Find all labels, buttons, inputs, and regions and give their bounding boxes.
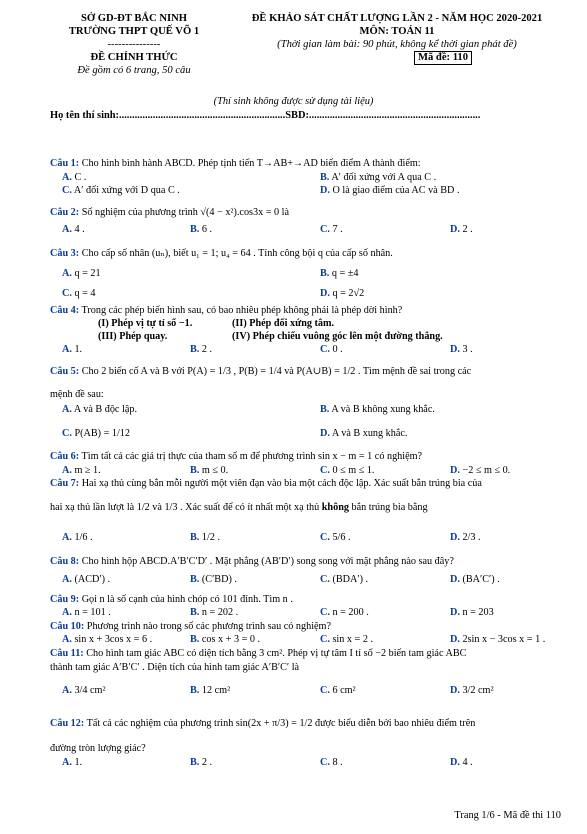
option-letter: C. — [62, 185, 72, 196]
option-letter: B. — [190, 685, 200, 696]
option-letter: D. — [450, 634, 460, 645]
q7-option-d[interactable] — [450, 532, 481, 545]
option-letter: A. — [62, 757, 72, 768]
question-12-cont: đường tròn lượng giác? — [50, 743, 146, 754]
q6-option-c[interactable] — [320, 465, 374, 478]
q7-option-a[interactable] — [62, 532, 93, 545]
option-text: 3 . — [462, 344, 473, 355]
q10-option-a[interactable] — [62, 634, 152, 647]
question-label: Câu 5: — [50, 366, 80, 377]
option-text: n = 202 . — [201, 607, 239, 618]
header-left — [34, 12, 234, 77]
question-label: Câu 11: — [50, 648, 84, 659]
question-label: Câu 7: — [50, 478, 80, 489]
question-text: Trong các phép biến hình sau, có bao nhiêu phép không phải là phép dời hình? — [79, 305, 403, 316]
question-1 — [50, 158, 421, 171]
option-letter: A. — [62, 634, 72, 645]
q9-option-d[interactable] — [450, 607, 494, 620]
q12-option-c[interactable] — [320, 757, 343, 770]
option-letter: A. — [62, 532, 72, 543]
question-label: Câu 3: — [50, 248, 80, 259]
question-text: Cho hình hộp ABCD.A′B′C′D′ . Mặt phẳng (AB′D′) song song với mặt phẳng nào sau đây? — [79, 556, 454, 567]
text-part: hai xạ thủ lần lượt là 1/2 và 1/3 . Xác suất để có ít nhất một xạ thủ — [50, 502, 322, 513]
q4-option-c[interactable] — [320, 344, 343, 357]
option-letter: C. — [320, 607, 330, 618]
option-text: 1. — [74, 344, 83, 355]
question-label: Câu 8: — [50, 556, 80, 567]
option-letter: B. — [190, 757, 200, 768]
question-label: Câu 1: — [50, 158, 80, 169]
option-letter: C. — [320, 344, 330, 355]
q11-option-d[interactable] — [450, 685, 494, 698]
option-letter: A. — [62, 344, 72, 355]
option-text: 6 . — [201, 224, 213, 235]
option-letter: D. — [450, 465, 460, 476]
option-letter: D. — [450, 607, 460, 618]
option-text: (ACD′) . — [74, 574, 111, 585]
option-text: 2/3 . — [462, 532, 481, 543]
option-letter: A. — [62, 685, 72, 696]
option-letter: D. — [450, 224, 460, 235]
question-6 — [50, 451, 422, 464]
option-text: 1. — [74, 757, 83, 768]
option-letter: D. — [450, 344, 460, 355]
option-letter: B. — [190, 465, 200, 476]
question-text: Cho hình bình hành ABCD. Phép tịnh tiến T→AB+→AD biến điểm A thành điểm: — [79, 158, 421, 169]
q10-option-d[interactable] — [450, 634, 545, 647]
question-label: Câu 4: — [50, 305, 80, 316]
option-letter: B. — [190, 532, 200, 543]
option-text: A′ đối xứng với D qua C . — [73, 185, 180, 196]
option-text: m ≥ 1. — [74, 465, 101, 476]
question-5 — [50, 366, 471, 379]
option-letter: C. — [320, 685, 330, 696]
option-text: A′ đối xứng với A qua C . — [331, 172, 437, 183]
header-right — [232, 12, 562, 65]
option-letter: B. — [320, 268, 330, 279]
q3-option-c[interactable] — [62, 288, 95, 301]
option-text: 3/4 cm² — [74, 685, 106, 696]
question-label: Câu 12: — [50, 718, 85, 729]
question-text: Gọi n là số cạnh của hình chóp có 101 đỉnh. Tìm n . — [79, 594, 293, 605]
option-text: 4 . — [74, 224, 85, 235]
q5-option-b[interactable] — [320, 404, 435, 417]
option-letter: B. — [190, 224, 200, 235]
option-text: sin x + 3cos x = 6 . — [74, 634, 153, 645]
q12-option-a[interactable] — [62, 757, 82, 770]
q9-option-b[interactable] — [190, 607, 238, 620]
q5-option-a[interactable] — [62, 404, 137, 417]
option-text: sin x = 2 . — [332, 634, 374, 645]
option-text: A và B độc lập. — [73, 404, 137, 415]
question-11 — [50, 648, 466, 661]
option-text: q = ±4 — [331, 268, 359, 279]
q12-option-b[interactable] — [190, 757, 212, 770]
question-text: Tìm tất cả các giá trị thực của tham số m để phương trình sin x − m = 1 có nghiệm? — [79, 451, 423, 462]
q1-option-b[interactable] — [320, 172, 436, 185]
option-text: 3/2 cm² — [462, 685, 494, 696]
option-letter: B. — [190, 634, 200, 645]
q11-option-a[interactable] — [62, 685, 106, 698]
question-5-cont: mệnh đề sau: — [50, 389, 104, 400]
option-letter: D. — [320, 185, 330, 196]
official-label: ĐỀ CHÍNH THỨC — [90, 52, 178, 63]
subject: MÔN: TOÁN 11 — [359, 26, 435, 37]
option-text: q = 2√2 — [332, 288, 365, 299]
question-7 — [50, 478, 482, 491]
question-text: Tất cả các nghiệm của phương trình sin(2x + π/3) = 1/2 được biểu diễn bởi bao nhiêu điểm trên — [84, 718, 476, 729]
option-letter: D. — [450, 574, 460, 585]
option-letter: A. — [62, 224, 72, 235]
option-letter: C. — [320, 574, 330, 585]
option-letter: A. — [62, 465, 72, 476]
option-text: (BA′C′) . — [462, 574, 500, 585]
option-text: q = 21 — [74, 268, 101, 279]
q8-option-c[interactable] — [320, 574, 368, 587]
q5-option-c[interactable] — [62, 428, 130, 441]
option-letter: C. — [320, 634, 330, 645]
time-limit: (Thời gian làm bài: 90 phút, không kể thời gian phát đề) — [277, 39, 517, 50]
q4-item-2: (II) Phép đối xứng tâm. — [232, 318, 335, 329]
q8-option-d[interactable] — [450, 574, 500, 587]
option-text: 12 cm² — [201, 685, 231, 696]
q11-option-b[interactable] — [190, 685, 230, 698]
option-text: m ≤ 0. — [201, 465, 229, 476]
q4-option-d[interactable] — [450, 344, 473, 357]
question-text: Cho cấp số nhân (uₙ), biết u₁ = 1; u₄ = 64 . Tính công bội q của cấp số nhân. — [79, 248, 393, 259]
option-letter: C. — [62, 428, 72, 439]
question-11-cont: thành tam giác A′B′C′ . Diện tích của hình tam giác A′B′C′ là — [50, 662, 300, 673]
option-text: 0 ≤ m ≤ 1. — [332, 465, 375, 476]
question-text: Hai xạ thủ cùng bắn mỗi người một viên đạn vào bia một cách độc lập. Xác suất bắn trúng bia của — [79, 478, 482, 489]
q3-option-a[interactable] — [62, 268, 101, 281]
option-text: n = 101 . — [74, 607, 111, 618]
q8-option-b[interactable] — [190, 574, 237, 587]
option-text: −2 ≤ m ≤ 0. — [462, 465, 511, 476]
option-text: A và B không xung khắc. — [331, 404, 435, 415]
option-letter: A. — [62, 172, 72, 183]
text-part: bắn trúng bia bằng — [348, 502, 428, 513]
q6-option-d[interactable] — [450, 465, 510, 478]
page-footer: Trang 1/6 - Mã đề thi 110 — [454, 810, 561, 821]
option-text: 5/6 . — [332, 532, 351, 543]
option-letter: B. — [190, 344, 200, 355]
option-text: 4 . — [462, 757, 473, 768]
q10-option-b[interactable] — [190, 634, 260, 647]
bold-word: không — [321, 502, 349, 513]
option-text: n = 200 . — [332, 607, 369, 618]
option-letter: C. — [320, 757, 330, 768]
q9-option-a[interactable] — [62, 607, 111, 620]
option-letter: B. — [190, 574, 200, 585]
option-text: 2 . — [462, 224, 473, 235]
option-text: A và B xung khắc. — [331, 428, 408, 439]
q2-option-d[interactable] — [450, 224, 473, 237]
option-text: 2 . — [201, 344, 213, 355]
option-letter: D. — [450, 757, 460, 768]
q6-option-a[interactable] — [62, 465, 101, 478]
question-label: Câu 2: — [50, 207, 80, 218]
option-text: cos x + 3 = 0 . — [201, 634, 261, 645]
q1-option-a[interactable] — [62, 172, 86, 185]
option-text: 2 . — [201, 757, 213, 768]
question-text: Cho 2 biến cố A và B với P(A) = 1/3 , P(B) = 1/4 và P(A∪B) = 1/2 . Tìm mệnh đề sai trong các — [79, 366, 472, 377]
q3-option-b[interactable] — [320, 268, 359, 281]
question-4 — [50, 305, 402, 318]
question-7-cont — [50, 502, 428, 515]
q4-item-4: (IV) Phép chiếu vuông góc lên một đường thẳng. — [232, 331, 443, 342]
q6-option-b[interactable] — [190, 465, 228, 478]
q9-option-c[interactable] — [320, 607, 369, 620]
option-letter: A. — [62, 574, 72, 585]
option-letter: C. — [320, 224, 330, 235]
q2-option-a[interactable] — [62, 224, 85, 237]
header-dashes: --------------- — [107, 39, 161, 50]
q5-option-d[interactable] — [320, 428, 407, 441]
option-text: n = 203 — [462, 607, 494, 618]
question-text: Số nghiệm của phương trình √(4 − x²).cos3x = 0 là — [79, 207, 290, 218]
dept-name: SỞ GD-ĐT BẮC NINH — [80, 13, 188, 24]
q12-option-d[interactable] — [450, 757, 473, 770]
q3-option-d[interactable] — [320, 288, 364, 301]
question-2 — [50, 207, 289, 220]
question-3 — [50, 248, 393, 261]
option-letter: D. — [450, 685, 460, 696]
option-letter: B. — [190, 607, 200, 618]
q4-option-a[interactable] — [62, 344, 82, 357]
question-12 — [50, 718, 475, 731]
option-text: O là giao điểm của AC và BD . — [332, 185, 460, 196]
exam-title: ĐỀ KHẢO SÁT CHẤT LƯỢNG LẦN 2 - NĂM HỌC 2020-2021 — [251, 13, 543, 24]
option-text: q = 4 — [74, 288, 96, 299]
q11-option-c[interactable] — [320, 685, 356, 698]
page-count: Đề gồm có 6 trang, 50 câu — [77, 65, 191, 76]
option-letter: A. — [62, 607, 72, 618]
option-letter: C. — [320, 465, 330, 476]
q8-option-a[interactable] — [62, 574, 110, 587]
option-text: 8 . — [332, 757, 343, 768]
q1-option-d[interactable] — [320, 185, 460, 198]
option-text: 1/2 . — [201, 532, 221, 543]
q7-option-c[interactable] — [320, 532, 351, 545]
option-text: (BDA′) . — [332, 574, 369, 585]
option-letter: C. — [320, 532, 330, 543]
option-text: P(AB) = 1/12 — [74, 428, 131, 439]
question-8 — [50, 556, 454, 569]
option-text: 1/6 . — [74, 532, 93, 543]
question-10 — [50, 621, 331, 634]
option-letter: D. — [320, 428, 330, 439]
q4-option-b[interactable] — [190, 344, 212, 357]
student-info-line: Họ tên thí sinh:................................................................SBD:.................................................................. — [50, 110, 481, 121]
option-text: 0 . — [332, 344, 343, 355]
q10-option-c[interactable] — [320, 634, 373, 647]
option-letter: B. — [320, 172, 330, 183]
option-letter: C. — [62, 288, 72, 299]
option-letter: D. — [450, 532, 460, 543]
option-letter: D. — [320, 288, 330, 299]
q4-item-3: (III) Phép quay. — [98, 331, 168, 342]
exam-code: Mã đề: 110 — [414, 51, 472, 65]
option-text: 2sin x − 3cos x = 1 . — [462, 634, 546, 645]
question-text: Cho hình tam giác ABC có diện tích bằng 3 cm². Phép vị tự tâm I tỉ số −2 biến tam giác ABC — [83, 648, 467, 659]
school-name: TRƯỜNG THPT QUẾ VÕ 1 — [68, 26, 200, 37]
option-letter: A. — [62, 268, 72, 279]
question-text: Phương trình nào trong số các phương trình sau có nghiệm? — [84, 621, 331, 632]
q7-option-b[interactable] — [190, 532, 220, 545]
no-materials-note: (Thí sinh không được sử dụng tài liệu) — [213, 96, 374, 107]
question-9 — [50, 594, 293, 607]
option-letter: A. — [62, 404, 72, 415]
option-text: C . — [74, 172, 87, 183]
q4-item-1: (I) Phép vị tự tỉ số −1. — [98, 318, 193, 329]
question-label: Câu 9: — [50, 594, 80, 605]
option-text: 6 cm² — [332, 685, 356, 696]
question-label: Câu 6: — [50, 451, 80, 462]
q2-option-b[interactable] — [190, 224, 212, 237]
option-text: (C′BD) . — [201, 574, 237, 585]
q2-option-c[interactable] — [320, 224, 343, 237]
option-letter: B. — [320, 404, 330, 415]
option-text: 7 . — [332, 224, 343, 235]
question-label: Câu 10: — [50, 621, 85, 632]
q1-option-c[interactable] — [62, 185, 180, 198]
